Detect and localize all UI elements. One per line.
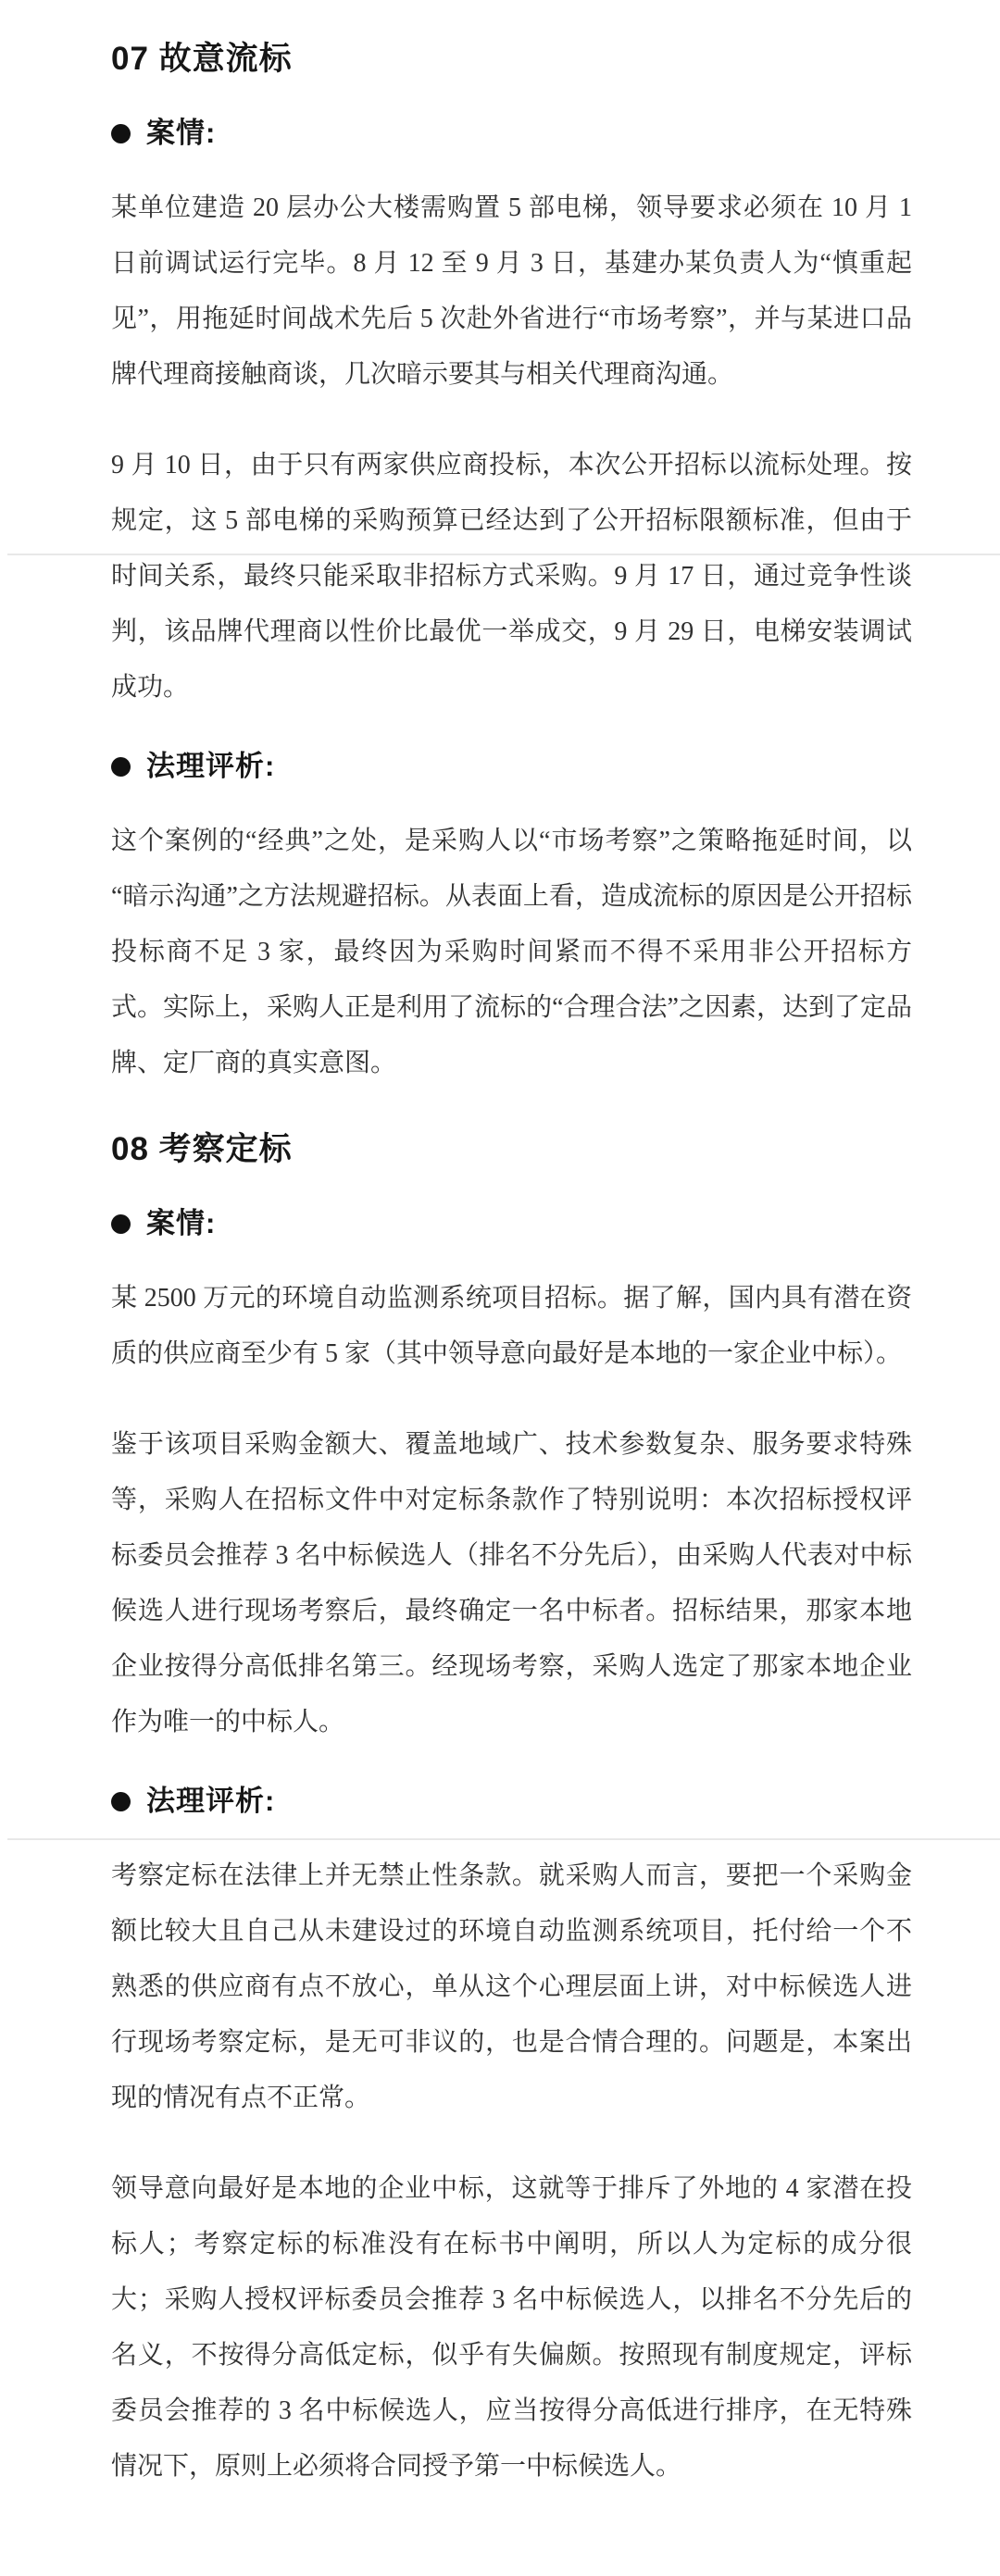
- case-heading-07: [111, 118, 912, 149]
- bullet-icon: [111, 757, 131, 777]
- case-paragraph: 鉴于该项目采购金额大、覆盖地域广、技术参数复杂、服务要求特殊等，采购人在招标文件中对定标条款作了特别说明：本次招标授权评标委员会推荐 3 名中标候选人（排名不分先后），由采购人代表对中标候选人进行现场考察后，最终确定一名中标者。招标结果，那家本地企业按得分高低排名第三。经现场考察，采购人选定了那家本地企业作为唯一的中标人。: [111, 1430, 912, 1736]
- case-paragraph: 某 2500 万元的环境自动监测系统项目招标。据了解，国内具有潜在资质的供应商至少有 5 家（其中领导意向最好是本地的一家企业中标）。: [111, 1284, 912, 1368]
- analysis-paragraph: 这个案例的“经典”之处，是采购人以“市场考察”之策略拖延时间，以“暗示沟通”之方法规避招标。从表面上看，造成流标的原因是公开招标投标商不足 3 家，最终因为采购时间紧而不得不采用非公开招标方式。实际上，采购人正是利用了流标的“合理合法”之因素，达到了定品牌、定厂商的真实意图。: [111, 827, 912, 1077]
- stitch-seam-divider: [7, 1838, 1000, 1840]
- case-heading-label: 案情:: [146, 117, 217, 149]
- bullet-icon: [111, 1214, 131, 1234]
- stitch-seam-divider: [7, 554, 1000, 555]
- case-paragraph: 9 月 10 日，由于只有两家供应商投标，本次公开招标以流标处理。按规定，这 5 部电梯的采购预算已经达到了公开招标限额标准，但由于时间关系，最终只能采取非招标方式采购。9 月 17 日，通过竞争性谈判，该品牌代理商以性价比最优一举成交，9 月 29 日，电梯安装调试成功。: [111, 451, 912, 702]
- case-paragraph: 某单位建造 20 层办公大楼需购置 5 部电梯，领导要求必须在 10 月 1 日前调试运行完毕。8 月 12 至 9 月 3 日，基建办某负责人为“慎重起见”，用拖延时间战术先后 5 次赴外省进行“市场考察”，并与某进口品牌代理商接触商谈，几次暗示要其与相关代理商沟通。: [111, 193, 912, 389]
- analysis-paragraph: 领导意向最好是本地的企业中标，这就等于排斥了外地的 4 家潜在投标人；考察定标的标准没有在标书中阐明，所以人为定标的成分很大；采购人授权评标委员会推荐 3 名中标候选人，以排名不分先后的名义，不按得分高低定标，似乎有失偏颇。按照现有制度规定，评标委员会推荐的 3 名中标候选人，应当按得分高低进行排序，在无特殊情况下，原则上必须将合同授予第一中标候选人。: [111, 2174, 912, 2481]
- case-heading-label: 案情:: [146, 1207, 217, 1239]
- bullet-icon: [111, 1792, 131, 1811]
- analysis-heading-07: [111, 751, 912, 782]
- analysis-heading-label: 法理评析:: [146, 750, 276, 782]
- analysis-heading-08: [111, 1786, 912, 1817]
- case-heading-08: [111, 1208, 912, 1239]
- analysis-paragraph: 考察定标在法律上并无禁止性条款。就采购人而言，要把一个采购金额比较大且自己从未建设过的环境自动监测系统项目，托付给一个不熟悉的供应商有点不放心，单从这个心理层面上讲，对中标候选人进行现场考察定标，是无可非议的，也是合情合理的。问题是，本案出现的情况有点不正常。: [111, 1861, 912, 2112]
- analysis-heading-label: 法理评析:: [146, 1785, 276, 1817]
- section-title-08: 08 考察定标: [111, 1131, 293, 1167]
- document-content: [111, 0, 912, 2495]
- section-title-07: 07 故意流标: [111, 41, 293, 77]
- bullet-icon: [111, 124, 131, 143]
